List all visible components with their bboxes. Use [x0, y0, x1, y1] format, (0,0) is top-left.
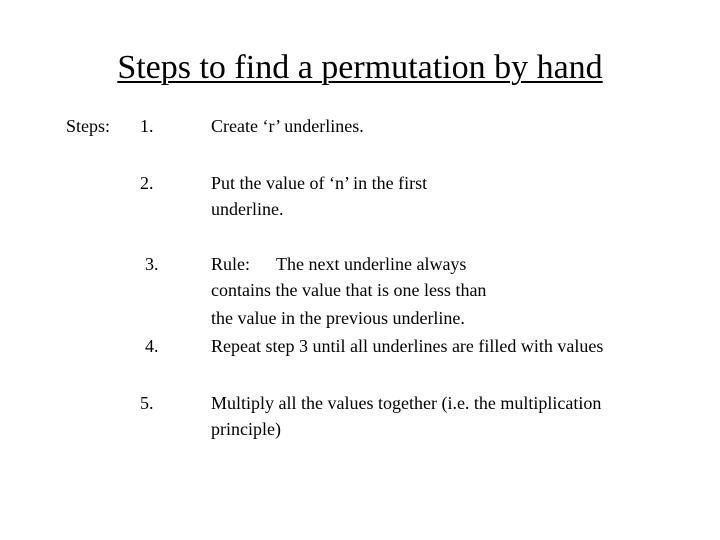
step-2-line-2: underline.	[211, 199, 284, 219]
step-number-2: 2.	[140, 173, 154, 193]
rule-text: The next underline always	[276, 254, 467, 274]
step-1-line-1: Create ‘r’ underlines.	[211, 116, 364, 136]
step-4-line-1: Repeat step 3 until all underlines are filled with values	[211, 336, 604, 356]
step-number-4: 4.	[145, 336, 159, 356]
page-title: Steps to find a permutation by hand	[117, 49, 603, 86]
steps-label: Steps:	[66, 116, 111, 136]
step-number-3: 3.	[145, 254, 159, 274]
step-5-line-2: principle)	[211, 419, 281, 439]
step-5-line-1: Multiply all the values together (i.e. the multiplication	[211, 393, 602, 413]
step-3-line-3: the value in the previous underline.	[211, 308, 465, 328]
rule-label: Rule:	[211, 254, 250, 274]
step-number-1: 1.	[140, 116, 154, 136]
step-1-text	[211, 113, 364, 139]
step-3-line-2: contains the value that is one less than	[211, 280, 487, 300]
step-number-5: 5.	[140, 393, 154, 413]
step-3-line-1	[211, 251, 466, 277]
step-2-line-1: Put the value of ‘n’ in the first	[211, 173, 428, 193]
